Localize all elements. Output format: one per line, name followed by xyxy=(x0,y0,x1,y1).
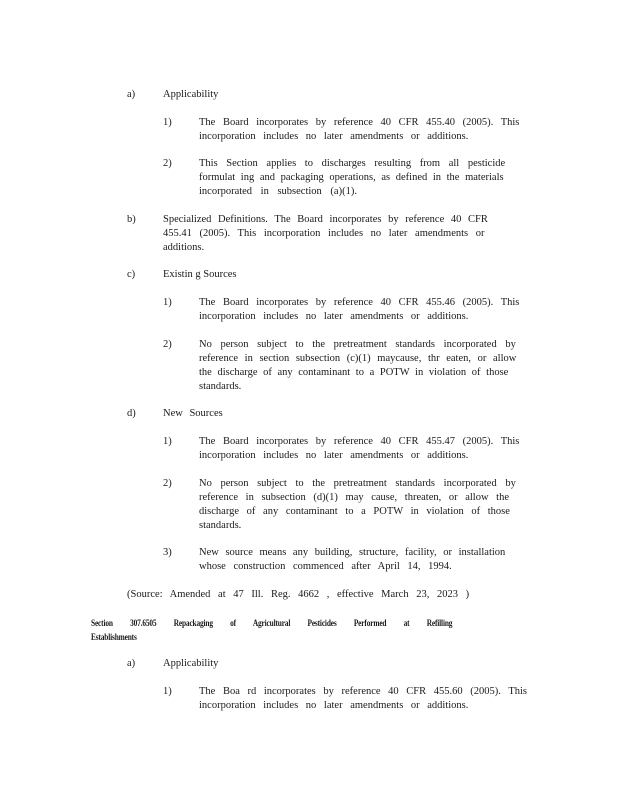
item-d2-line2: reference in subsection (d)(1) may cause, threaten, or allow the xyxy=(199,492,510,503)
subsection-label-d: d) xyxy=(127,408,136,419)
subsection-label-a-next: a) xyxy=(127,658,136,669)
subsection-b-line1: Specialized Definitions. The Board incorporates by reference 40 CFR xyxy=(163,214,488,225)
item-label-a2: 2) xyxy=(163,158,172,169)
item-d1-line1: The Board incorporates by reference 40 CFR 455.47 (2005). This xyxy=(199,436,520,447)
item-c2-line4: standards. xyxy=(199,381,242,392)
item-c1-line2: incorporation includes no later amendments or additions. xyxy=(199,311,469,322)
subsection-title-applicability-next: Applicability xyxy=(163,658,219,669)
item-d2-line4: standards. xyxy=(199,520,242,531)
item-d3-line2: whose construction commenced after April 14, 1994. xyxy=(199,561,452,572)
item-label-c2: 2) xyxy=(163,339,172,350)
subsection-title-applicability: Applicability xyxy=(163,89,219,100)
subsection-label-c: c) xyxy=(127,269,136,280)
item-label-d1: 1) xyxy=(163,436,172,447)
subsection-b-line3: additions. xyxy=(163,242,205,253)
subsection-label-a: a) xyxy=(127,89,136,100)
item-label-d2: 2) xyxy=(163,478,172,489)
source-note: (Source: Amended at 47 Ill. Reg. 4662 , effective March 23, 2023 ) xyxy=(127,589,470,600)
item-c1-line1: The Board incorporates by reference 40 CFR 455.46 (2005). This xyxy=(199,297,520,308)
subsection-title-new-sources: New Sources xyxy=(163,408,223,419)
section-heading-line2: Establishments xyxy=(91,632,137,642)
section-heading-line1: Section 307.6505 Repackaging of Agricultural Pesticides Performed at Refilling xyxy=(91,618,453,628)
subsection-label-b: b) xyxy=(127,214,136,225)
item-d2-line3: discharge of any contaminant to a POTW in violation of those xyxy=(199,506,510,517)
item-a-next1-line2: incorporation includes no later amendments or additions. xyxy=(199,700,469,711)
item-label-a1: 1) xyxy=(163,117,172,128)
item-d2-line1: No person subject to the pretreatment standards incorporated by xyxy=(199,478,516,489)
item-a2-line3: incorporated in subsection (a)(1). xyxy=(199,186,357,197)
item-a-next1-line1: The Boa rd incorporates by reference 40 CFR 455.60 (2005). This xyxy=(199,686,527,697)
item-d3-line1: New source means any building, structure, facility, or installation xyxy=(199,547,506,558)
item-a2-line2: formulat ing and packaging operations, as defined in the materials xyxy=(199,172,504,183)
item-a2-line1: This Section applies to discharges resulting from all pesticide xyxy=(199,158,506,169)
item-c2-line1: No person subject to the pretreatment standards incorporated by xyxy=(199,339,516,350)
item-a1-line1: The Board incorporates by reference 40 CFR 455.40 (2005). This xyxy=(199,117,520,128)
subsection-b-line2: 455.41 (2005). This incorporation includes no later amendments or xyxy=(163,228,485,239)
item-c2-line2: reference in section subsection (c)(1) maycause, thr eaten, or allow xyxy=(199,353,517,364)
item-c2-line3: the discharge of any contaminant to a POTW in violation of those xyxy=(199,367,509,378)
item-d1-line2: incorporation includes no later amendments or additions. xyxy=(199,450,469,461)
item-label-c1: 1) xyxy=(163,297,172,308)
item-label-a-next1: 1) xyxy=(163,686,172,697)
item-a1-line2: incorporation includes no later amendments or additions. xyxy=(199,131,469,142)
subsection-title-existing-sources: Existin g Sources xyxy=(163,269,237,280)
item-label-d3: 3) xyxy=(163,547,172,558)
